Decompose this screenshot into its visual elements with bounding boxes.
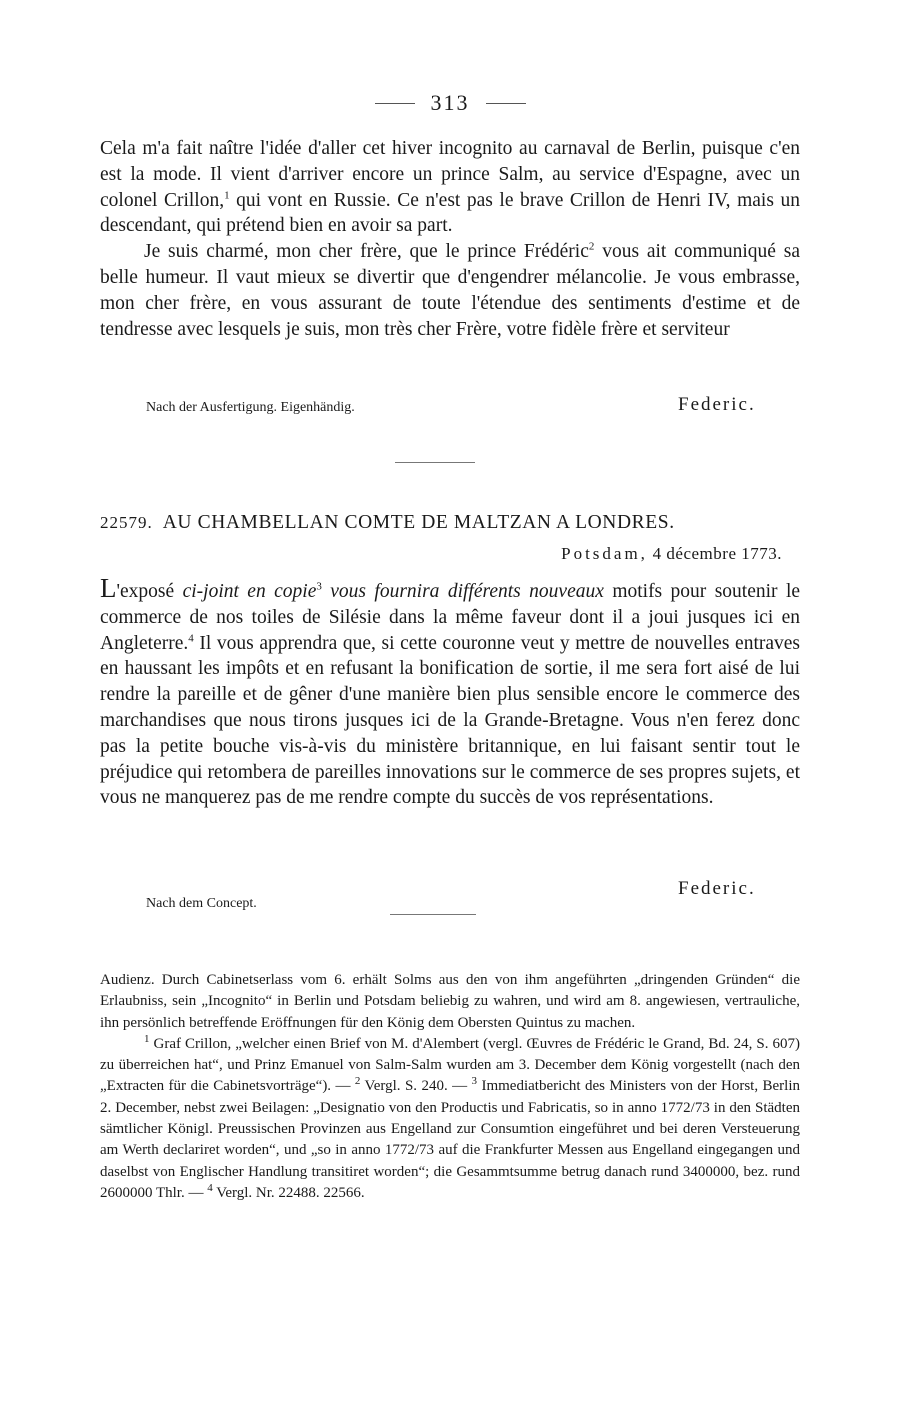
page-header [0, 90, 900, 116]
footnote-ref-4: 4 [188, 632, 194, 645]
letter-continuation [100, 136, 800, 342]
page-number: 313 [430, 90, 470, 115]
footnote-3: Immediatbericht des Ministers von der Horst, Berlin 2. December, nebst zwei Beilagen: „Designatio von den Productis und Fabricatis, so in anno 1772/73 in den Städten sämtlicher Königl. Preussischen Provinzen aus Engelland zur Consumtion eingeführet und bei deren Versteuerung am Werth declariret worden“, und „so in anno 1772/73 auf die Frankfurter Messen aus Engelland eingegangen und daselbst von Englischer Handlung transitiret worden“; die Gesammtsumme betrug danach rund 3400000, bez. rund 2600000 Thlr. — [100, 1078, 800, 1201]
letter-heading [100, 512, 800, 534]
letter-title: AU CHAMBELLAN COMTE DE MALTZAN A LONDRES. [162, 512, 675, 533]
footnote-mark-2: 2 [354, 1075, 361, 1088]
letter-number: 22579. [100, 513, 153, 532]
footnote-mark-4: 4 [207, 1181, 213, 1194]
footnote-separator [390, 914, 476, 915]
footnote-mark-3: 3 [471, 1075, 478, 1088]
header-rule-left [375, 103, 415, 104]
letter-body [100, 573, 801, 811]
footnote-ref-1: 1 [224, 189, 230, 202]
continuation-paragraph-1: Cela m'a fait naître l'idée d'aller cet hiver incognito au carnaval de Berlin, puisque c'en est la mode. Il vient d'arriver encore un prince Salm, au service d'Espagne, avec un colonel Crillon,$^1$ qui vont en Russie. Ce n'est pas le brave Crillon de Henri IV, mais un descendant, qui prétend bien en avoir sa part. [100, 138, 800, 237]
footnote-ref-3: 3 [316, 580, 322, 593]
footnote-ref-2: 2 [588, 240, 595, 253]
source-note-ausfertigung: Nach der Ausfertigung. Eigenhändig. [146, 400, 355, 415]
footnote-2: Vergl. S. 240. — [360, 1078, 472, 1095]
footnote-4: Vergl. Nr. 22488. 22566. [212, 1184, 365, 1201]
drop-cap: L [100, 573, 117, 603]
letter-paragraph: L'exposé ci-joint en copie$^3$ vous fournira différents nouveaux motifs pour soutenir le commerce de nos toiles de Silésie dans la même faveur dont il a joui jusques ici en Angleterre.$^4$ Il vous apprendra que, si cette couronne veut y mettre de nouvelles entraves en haussant les impôts et en refusant la bonification de sortie, il me sera fort aisé de lui rendre la pareille et de gêner d'une manière bien plus sensible encore le commerce des marchandises que nous tirons jusques ici de la Grande-Bretagne. Vous n'en ferez donc pas la petite bouche vis-à-vis du ministère britannique, en lui faisant sentir tout le préjudice qui retombera de pareilles innovations sur le commerce de ses propres sujets, et vous ne manquerez pas de me rendre compte du succès de vos représentations. [100, 573, 801, 809]
footnotes [100, 970, 800, 1204]
footnote-1: Graf Crillon, „welcher einen Brief von M. d'Alembert (vergl. Œuvres de Frédéric le Grand, Bd. 24, S. 607) zu überreichen hat“, und Prinz Emanuel von Salm-Salm wurden am 3. December dem König vorgestellt (nach den „Extracten für die Cabinetsvorträge“). — [100, 1035, 800, 1095]
header-rule-right [486, 103, 526, 104]
footnotes-paragraph [100, 1034, 800, 1204]
letter-place: Potsdam, [561, 544, 648, 563]
letter-date: 4 décembre 1773. [652, 544, 782, 563]
signature-federic-2: Federic. [678, 878, 756, 899]
source-note-concept: Nach dem Concept. [146, 896, 257, 911]
section-divider [395, 462, 475, 463]
continuation-paragraph-2: Je suis charmé, mon cher frère, que le prince Frédéric$^2$ vous ait communiqué sa belle humeur. Il vaut mieux se divertir que d'engendrer mélancolie. Je vous embrasse, mon cher frère, en vous assurant de toute l'étendue des sentiments d'estime et de tendresse avec lesquels je suis, mon très cher Frère, votre fidèle frère et serviteur [100, 240, 800, 340]
footnote-continued: Audienz. Durch Cabinetserlass vom 6. erhält Solms aus den von ihm angeführten „dringenden Gründen“ die Erlaubniss, sein „Incognito“ in Berlin und Potsdam beliebig zu wahren, und wird am 8. angewiesen, vertrauliche, ihn persönlich betreffende Eröffnungen für den König dem Obersten Quintus zu machen. [100, 972, 800, 1031]
place-date [561, 544, 782, 564]
footnote-mark-1: 1 [144, 1032, 150, 1045]
signature-federic-1: Federic. [678, 394, 756, 415]
